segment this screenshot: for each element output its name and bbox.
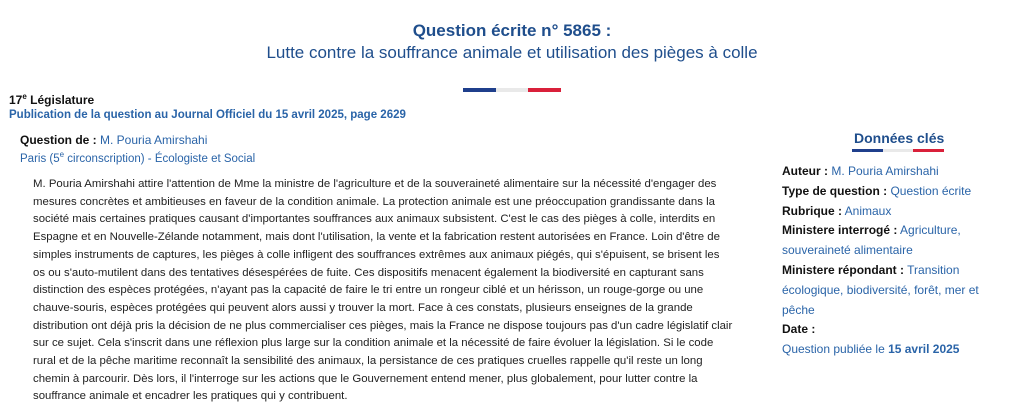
question-author-name[interactable]: M. Pouria Amirshahi	[100, 133, 208, 147]
constituency-prefix: Paris (5	[20, 152, 60, 165]
key-ministere-interroge-row	[782, 221, 1012, 261]
question-author	[20, 133, 207, 147]
underline-white	[883, 149, 914, 152]
divider-white	[496, 88, 529, 92]
legislature	[9, 92, 94, 107]
key-rubrique-value: Animaux	[844, 203, 892, 218]
key-date-row	[782, 320, 1012, 340]
key-type-value: Question écrite	[890, 183, 972, 198]
question-author-label: Question de :	[20, 133, 97, 147]
constituency-sup: e	[59, 150, 65, 159]
key-data-panel	[782, 162, 1012, 360]
page-header	[0, 20, 1024, 64]
key-rubrique-label: Rubrique :	[782, 203, 842, 218]
constituency	[20, 150, 255, 165]
key-type-label: Type de question :	[782, 183, 888, 198]
legislature-number: 17	[9, 93, 23, 107]
key-author-label: Auteur :	[782, 164, 828, 178]
divider-blue	[463, 88, 496, 92]
question-subtitle: Lutte contre la souffrance animale et utilisation des pièges à colle	[266, 43, 758, 62]
question-body-text: M. Pouria Amirshahi attire l'attention de Mme la ministre de l'agriculture et de la souveraineté alimentaire sur la nécessité d'engager des mesures concrètes et ambitieuses en faveur de la condition animale. La protection animale est une préoccupation grandissante dans la société mais certaines pratiques causant d'importantes souffrances aux animaux subsistent. C'est le cas des pièges à colle, interdits en Espagne et en Nouvelle-Zélande notamment, mais dont l'utilisation, la vente et la fabrication restent autorisées en France. Loin d'être de simples instruments de captures, les pièges à colle infligent des souffrances extrêmes aux animaux piégés, qui s'épuisent, se brisent les os ou s'auto-mutilent dans des tentatives désespérées de fuite. Ces dispositifs menacent également la biodiversité en capturant sans distinction des espèces protégées, n'ayant pas la capacité de faire le tri entre un rongeur ciblé et un hérisson, un rouge-gorge ou une chauve-souris, espèces protégées qui peuvent alors aussi y trouver la mort. Face à ces constats, plusieurs enseignes de la grande distribution ont déjà pris la décision de ne plus commercialiser ces pièges, mais la France ne dispose toujours pas d'un cadre législatif clair sur ce sujet. Cela s'inscrit dans une réflexion plus large sur la condition animale et la nécessité de faire évoluer la législation. Si le code rural et de la pêche maritime reconnaît la sensibilité des animaux, la persistance de ces pratiques cruelles rappelle qu'il reste un long chemin à parcourir. Dès lors, il l'interroge sur les actions que le Gouvernement entend mener, plus globalement, pour lutter contre la souffrance animale et encadrer les pratiques qui y contribuent.	[33, 178, 733, 403]
tricolor-divider	[463, 88, 561, 92]
underline-blue	[852, 149, 883, 152]
key-ministere-repondant-value: Transition écologique, biodiversité, forêt, mer et pêche	[782, 262, 979, 317]
divider-red	[528, 88, 561, 92]
key-ministere-interroge-value: Agriculture, souveraineté alimentaire	[782, 223, 961, 258]
key-ministere-interroge-label: Ministere interrogé :	[782, 223, 898, 238]
legislature-label: Législature	[30, 93, 95, 107]
key-ministere-repondant-row	[782, 261, 1012, 320]
key-date-prefix: Question publiée le	[782, 342, 889, 357]
key-author-value[interactable]: M. Pouria Amirshahi	[831, 164, 939, 178]
key-date-value-row	[782, 340, 1012, 360]
constituency-suffix: circonscription) - Écologiste et Social	[64, 152, 256, 165]
key-author-row	[782, 162, 1012, 182]
key-data-title: Données clés	[854, 130, 945, 146]
publication-info: Publication de la question au Journal Officiel du 15 avril 2025, page 2629	[9, 109, 406, 121]
key-data-underline	[852, 149, 944, 152]
key-date-label: Date :	[782, 322, 816, 337]
key-type-row	[782, 182, 1012, 202]
key-rubrique-row	[782, 202, 1012, 222]
legislature-sup: e	[22, 92, 27, 101]
key-date-value: 15 avril 2025	[888, 342, 960, 357]
question-title: Question écrite n° 5865 :	[412, 21, 612, 40]
key-ministere-repondant-label: Ministere répondant :	[782, 262, 905, 277]
underline-red	[913, 149, 944, 152]
